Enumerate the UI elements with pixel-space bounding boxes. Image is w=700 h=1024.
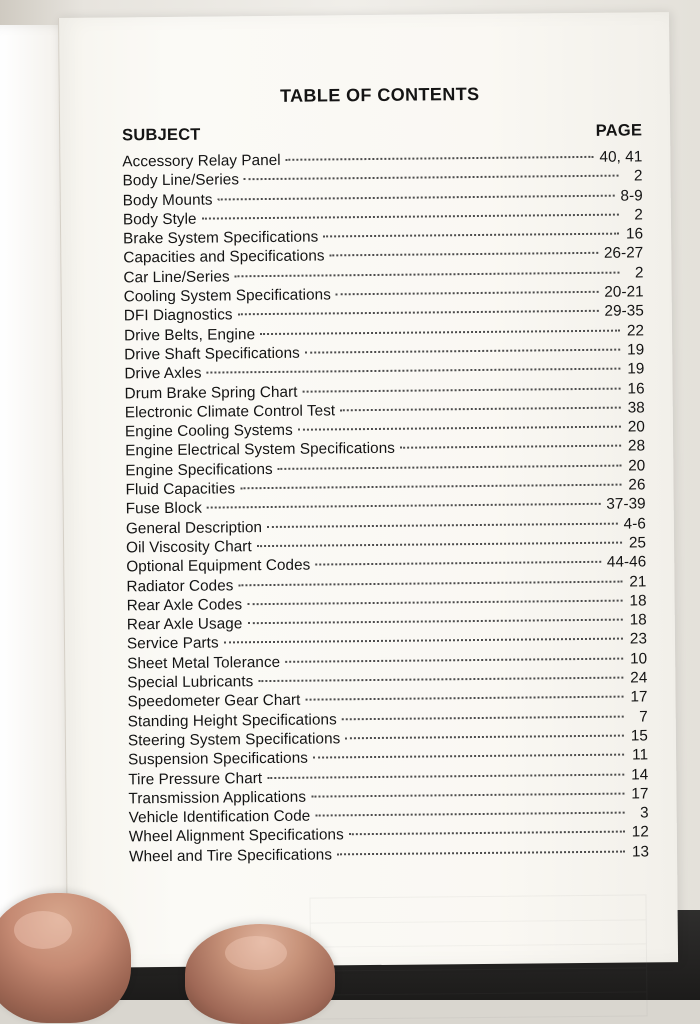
column-headers [122, 121, 642, 150]
page-number: 21 [629, 572, 647, 591]
dot-leader [349, 831, 625, 836]
subject-text: Radiator Codes [126, 576, 234, 595]
page-number: 20 [628, 457, 646, 475]
list-item [129, 842, 649, 866]
subject-text: Car Line/Series [123, 268, 230, 287]
page-column-header: PAGE [595, 121, 643, 140]
page-number: 28 [627, 437, 646, 456]
subject-text: Drum Brake Spring Chart [124, 383, 298, 402]
subject-text: Accessory Relay Panel [122, 151, 281, 171]
subject-text: Body Style [122, 210, 197, 229]
subject-text: Rear Axle Usage [126, 615, 243, 634]
dot-leader [238, 580, 622, 586]
subject-text: Wheel Alignment Specifications [128, 826, 344, 846]
subject-text: Vehicle Identification Code [128, 807, 311, 827]
page-number: 10 [629, 650, 648, 668]
subject-text: Electronic Climate Control Test [124, 402, 336, 422]
page-number: 26 [628, 476, 646, 494]
dot-leader [286, 156, 594, 161]
page-number: 26-27 [603, 244, 644, 263]
dot-leader [305, 696, 623, 701]
subject-text: Capacities and Specifications [123, 247, 325, 267]
dot-leader [302, 387, 620, 392]
dot-leader [345, 735, 624, 740]
show-through-line [311, 919, 646, 923]
dot-leader [330, 252, 598, 257]
subject-text: Rear Axle Codes [126, 596, 243, 615]
dot-leader [240, 484, 621, 490]
page-number: 38 [627, 399, 645, 417]
dot-leader [323, 233, 619, 238]
page-number: 16 [625, 225, 644, 243]
subject-text: Fuse Block [125, 499, 202, 518]
page-number: 18 [629, 592, 647, 610]
page-number: 40, 41 [599, 148, 643, 166]
page-number: 16 [627, 379, 645, 398]
dot-leader [244, 175, 619, 181]
subject-text: Drive Shaft Specifications [124, 344, 300, 364]
dot-leader [337, 850, 625, 855]
page-number: 29-35 [604, 302, 644, 321]
subject-text: Optional Equipment Codes [126, 556, 311, 576]
subject-text: Suspension Specifications [128, 749, 309, 769]
subject-text: Body Mounts [122, 191, 213, 209]
subject-text: Oil Viscosity Chart [126, 538, 252, 557]
dot-leader [285, 657, 623, 662]
page-number: 14 [631, 765, 649, 784]
dot-leader [202, 214, 619, 220]
subject-column-header: SUBJECT [122, 125, 201, 145]
page-title: TABLE OF CONTENTS [279, 83, 480, 106]
subject-text: Sheet Metal Tolerance [127, 653, 281, 673]
dot-leader [258, 677, 623, 683]
dot-leader [224, 638, 623, 644]
dot-leader [336, 291, 598, 296]
subject-text: Brake System Specifications [123, 228, 319, 248]
page-number: 2 [633, 167, 643, 185]
subject-text: Engine Specifications [125, 460, 273, 480]
page-number: 24 [630, 669, 648, 687]
dot-leader [340, 406, 621, 411]
dot-leader [207, 503, 600, 509]
page-number: 37-39 [606, 495, 646, 514]
dot-leader [206, 368, 620, 374]
show-through-line [311, 991, 646, 995]
page-number: 20-21 [604, 283, 644, 301]
dot-leader [218, 194, 615, 200]
subject-text: Transmission Applications [128, 788, 307, 808]
page-number: 12 [631, 823, 649, 841]
dot-leader [238, 310, 599, 315]
subject-text: DFI Diagnostics [123, 306, 233, 325]
page-number: 2 [634, 206, 643, 224]
subject-text: General Description [125, 518, 263, 538]
table-of-contents [122, 74, 650, 866]
dot-leader [267, 522, 618, 527]
subject-text: Body Line/Series [122, 171, 240, 190]
dot-leader [235, 271, 620, 277]
page-number: 8-9 [620, 186, 643, 205]
subject-text: Standing Height Specifications [127, 710, 337, 730]
dot-leader [278, 464, 622, 469]
page-number: 18 [629, 611, 647, 629]
table-of-contents-page [58, 12, 678, 968]
dot-leader [315, 561, 601, 566]
dot-leader [305, 349, 620, 354]
dot-leader [313, 754, 624, 759]
page-number: 23 [629, 630, 648, 648]
dot-leader [298, 426, 621, 431]
dot-leader [247, 619, 622, 625]
page-number: 19 [627, 360, 645, 378]
page-number: 19 [627, 341, 645, 359]
page-number: 20 [627, 418, 646, 436]
subject-text: Fluid Capacities [125, 480, 236, 499]
page-number: 17 [630, 688, 648, 706]
page-number: 4-6 [623, 515, 646, 533]
subject-text: Engine Electrical System Specifications [125, 440, 395, 460]
page-number: 3 [640, 804, 649, 822]
page-number: 15 [630, 727, 648, 745]
dot-leader [311, 792, 624, 797]
contents-list [122, 147, 649, 866]
subject-text: Service Parts [126, 634, 219, 653]
dot-leader [342, 715, 624, 720]
subject-text: Engine Cooling Systems [124, 421, 293, 441]
subject-text: Cooling System Specifications [123, 286, 331, 306]
page-number: 22 [626, 322, 645, 340]
subject-text: Steering System Specifications [127, 730, 341, 750]
dot-leader [267, 773, 624, 778]
page-number: 11 [632, 746, 649, 764]
subject-text: Wheel and Tire Specifications [128, 846, 333, 866]
left-thumb [0, 893, 131, 1023]
dot-leader [400, 445, 621, 449]
show-through-line [311, 967, 646, 971]
page-number: 2 [634, 264, 644, 282]
page-number: 17 [631, 785, 649, 803]
page-number: 44-46 [606, 553, 647, 571]
show-through-table [309, 894, 647, 1019]
dot-leader [260, 329, 620, 334]
dot-leader [257, 542, 622, 548]
dot-leader [315, 812, 624, 817]
page-number: 7 [639, 707, 648, 726]
subject-text: Special Lubricants [127, 673, 254, 692]
subject-text: Drive Axles [124, 364, 202, 383]
subject-text: Tire Pressure Chart [128, 769, 263, 788]
page-number: 13 [631, 843, 650, 861]
subject-text: Speedometer Gear Chart [127, 692, 301, 711]
right-thumb [185, 924, 335, 1024]
subject-text: Drive Belts, Engine [123, 325, 256, 345]
dot-leader [247, 599, 622, 605]
page-number: 25 [628, 534, 647, 552]
show-through-line [311, 943, 646, 947]
